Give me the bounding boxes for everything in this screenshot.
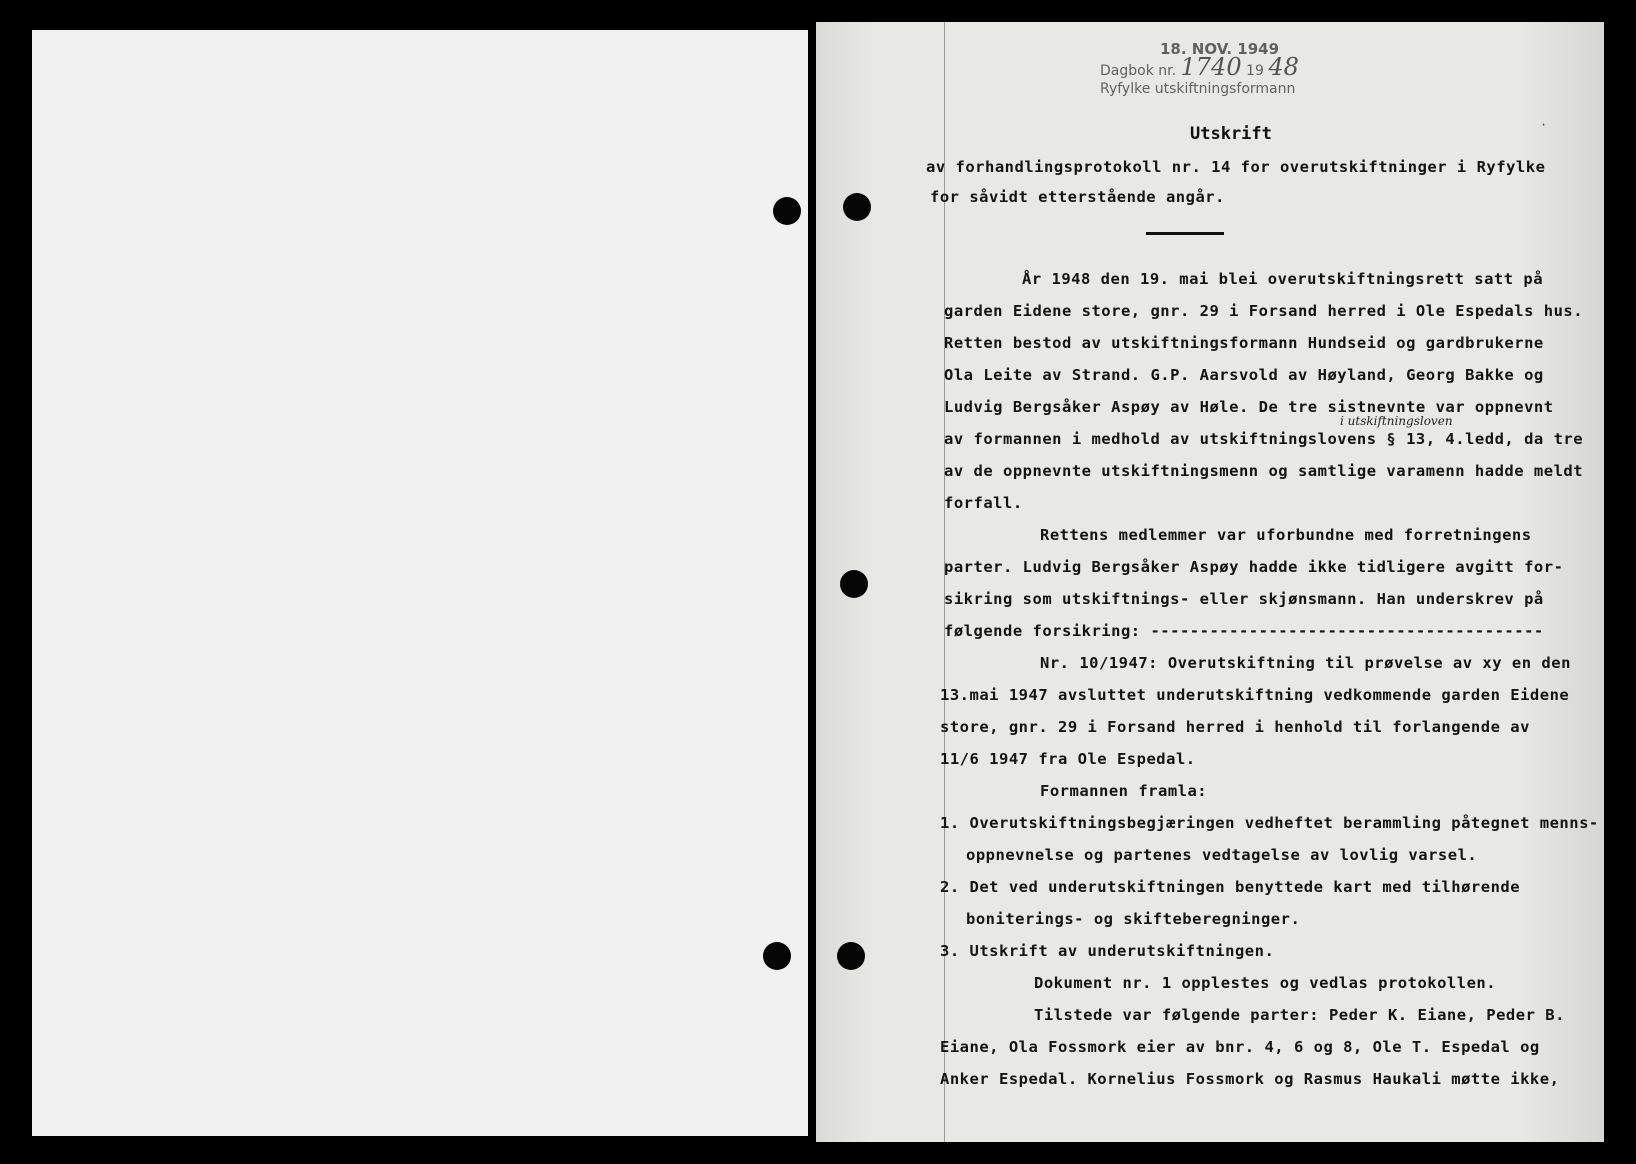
- text-line: 3. Utskrift av underutskiftningen.: [940, 942, 1275, 960]
- registration-stamp: [1100, 40, 1299, 98]
- text-line: Ludvig Bergsåker Aspøy av Høle. De tre sistnevnte var oppnevnt: [944, 398, 1554, 416]
- text-line: store, gnr. 29 i Forsand herred i henhold til forlangende av: [940, 718, 1530, 736]
- text-line: oppnevnelse og partenes vedtagelse av lovlig varsel.: [966, 846, 1478, 864]
- punch-hole: [773, 197, 801, 225]
- text-line: av forhandlingsprotokoll nr. 14 for overutskiftninger i Ryfylke: [926, 158, 1546, 176]
- punch-hole: [843, 193, 871, 221]
- text-line: Retten bestod av utskiftningsformann Hundseid og gardbrukerne: [944, 334, 1544, 352]
- punch-hole: [837, 942, 865, 970]
- corner-mark: ·: [1540, 118, 1548, 132]
- text-line: garden Eidene store, gnr. 29 i Forsand herred i Ole Espedals hus.: [944, 302, 1584, 320]
- stamp-dagbok-label: Dagbok nr.: [1100, 63, 1177, 79]
- left-blank-page: [32, 30, 808, 1136]
- text-line: Eiane, Ola Fossmork eier av bnr. 4, 6 og 8, Ole T. Espedal og: [940, 1038, 1540, 1056]
- text-line: Anker Espedal. Kornelius Fossmork og Rasmus Haukali møtte ikke,: [940, 1070, 1560, 1088]
- stamp-year-value: 48: [1268, 53, 1299, 81]
- punch-hole: [763, 942, 791, 970]
- text-line: Formannen framla:: [1040, 782, 1208, 800]
- text-line: 11/6 1947 fra Ole Espedal.: [940, 750, 1196, 768]
- text-line: sikring som utskiftnings- eller skjønsmann. Han underskrev på: [944, 590, 1544, 608]
- text-line: av formannen i medhold av utskiftningslovens § 13, 4.ledd, da tre: [944, 430, 1584, 448]
- handwritten-insertion: i utskiftningsloven: [1340, 414, 1453, 428]
- text-line: Rettens medlemmer var uforbundne med forretningens: [1040, 526, 1532, 544]
- text-line: følgende forsikring: ----------------------------------------: [944, 622, 1544, 640]
- text-line: Nr. 10/1947: Overutskiftning til prøvelse av xy en den: [1040, 654, 1571, 672]
- text-line: 1. Overutskiftningsbegjæringen vedheftet berammling påtegnet menns-: [940, 814, 1599, 832]
- text-line: boniterings- og skifteberegninger.: [966, 910, 1301, 928]
- separator-line: [1146, 232, 1224, 235]
- stamp-date: 18. NOV. 1949: [1160, 40, 1280, 58]
- stamp-year-label: 19: [1246, 63, 1264, 79]
- text-line: av de oppnevnte utskiftningsmenn og samtlige varamenn hadde meldt: [944, 462, 1584, 480]
- text-line: for såvidt etterstående angår.: [930, 188, 1225, 206]
- punch-hole: [840, 570, 868, 598]
- text-line: parter. Ludvig Bergsåker Aspøy hadde ikke tidligere avgitt for-: [944, 558, 1564, 576]
- stamp-dagbok-number: 1740: [1180, 53, 1242, 81]
- text-line: forfall.: [944, 494, 1023, 512]
- text-line: 2. Det ved underutskiftningen benyttede kart med tilhørende: [940, 878, 1521, 896]
- text-line: År 1948 den 19. mai blei overutskiftningsrett satt på: [1022, 270, 1544, 288]
- text-line: 13.mai 1947 avsluttet underutskiftning vedkommende garden Eidene: [940, 686, 1570, 704]
- stamp-office: Ryfylke utskiftningsformann: [1100, 81, 1296, 97]
- text-line: Dokument nr. 1 opplestes og vedlas protokollen.: [1034, 974, 1497, 992]
- text-line: Tilstede var følgende parter: Peder K. Eiane, Peder B.: [1034, 1006, 1565, 1024]
- text-line: Ola Leite av Strand. G.P. Aarsvold av Høyland, Georg Bakke og: [944, 366, 1544, 384]
- document-title: Utskrift: [1190, 124, 1272, 144]
